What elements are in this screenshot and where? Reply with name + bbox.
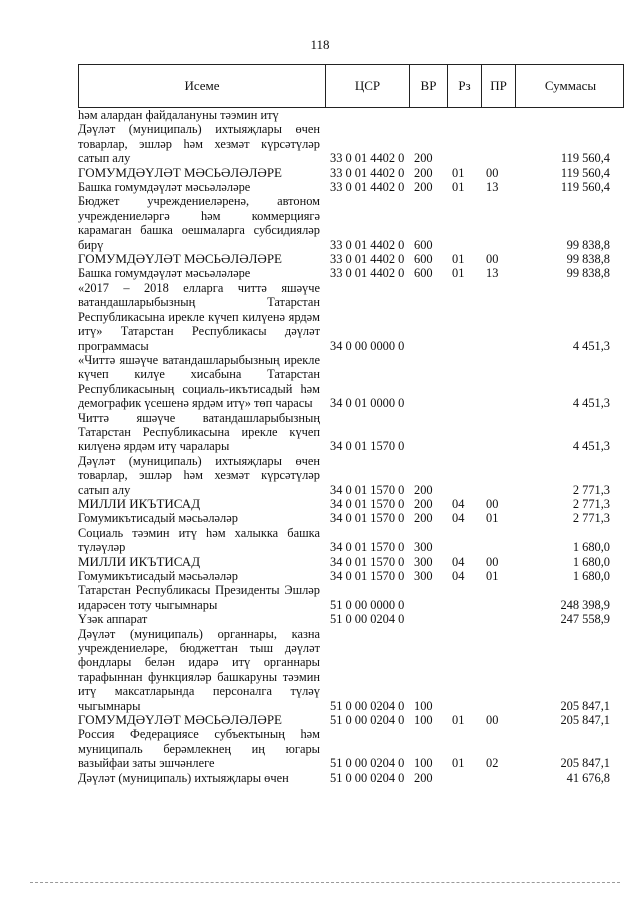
row-csr: 51 0 00 0204 0 — [330, 713, 405, 728]
row-sum: 41 676,8 — [566, 770, 610, 785]
row-name: «Читтә яшәүче ватандашларыбызның ирекле күчеп килүе хисабына Татарстан Республикасының социаль-икътисадый һәм демографик үсешенә ярдәм итү» төп чарасы — [78, 352, 320, 411]
row-name: ГОМУМДӘҮЛӘТ МӘСЬӘЛӘЛӘРЕ — [78, 712, 282, 728]
row-name: Читтә яшәүче ватандашларыбызның Татарстан Республикасына ирекле күчеп килүенә ярдәм итү чаралары — [78, 410, 320, 454]
row-rz: 01 — [452, 165, 465, 180]
row-vr: 100 — [414, 713, 433, 728]
row-name: Дәүләт (муниципаль) органнары, казна учреждениеләре, бюджеттан тыш дәүләт фондлары белән идарә итү органнары тарафыннан функцияләр башкаруны тәэмин итү максатларында персоналга түләү чыгымнары — [78, 626, 320, 713]
table-row — [78, 771, 624, 785]
table-row — [78, 511, 624, 525]
table-row — [78, 122, 624, 165]
page-number: 118 — [310, 37, 330, 52]
row-sum: 2 771,3 — [572, 482, 610, 497]
row-pr: 00 — [486, 496, 499, 511]
row-vr: 200 — [414, 496, 433, 511]
row-rz: 04 — [452, 554, 465, 569]
row-name: Дәүләт (муниципаль) ихтыяҗлары өчен — [78, 770, 289, 785]
budget-table — [78, 64, 624, 785]
row-csr: 34 0 01 1570 0 — [330, 554, 405, 569]
table-row — [78, 612, 624, 626]
row-csr: 33 0 01 4402 0 — [330, 266, 405, 281]
header-rz: Рз — [447, 65, 481, 107]
row-vr: 300 — [414, 554, 433, 569]
row-csr: 34 0 01 1570 0 — [330, 511, 405, 526]
row-sum: 205 847,1 — [560, 698, 610, 713]
row-csr: 33 0 01 4402 0 — [330, 180, 405, 195]
row-rz: 01 — [452, 756, 465, 771]
row-pr: 00 — [486, 165, 499, 180]
row-vr: 200 — [414, 770, 433, 785]
row-name: Гомумикътисадый мәсьәләләр — [78, 569, 238, 583]
row-vr: 200 — [414, 151, 433, 166]
row-sum: 205 847,1 — [560, 756, 610, 771]
row-vr: 600 — [414, 266, 433, 281]
footer-divider — [30, 882, 620, 883]
table-row — [78, 252, 624, 266]
table-row — [78, 180, 624, 194]
row-csr: 34 0 00 0000 0 — [330, 338, 405, 353]
row-sum: 1 680,0 — [572, 569, 610, 583]
row-sum: 99 838,8 — [566, 237, 610, 252]
table-row — [78, 194, 624, 252]
row-csr: 34 0 01 1570 0 — [330, 569, 405, 583]
row-vr: 300 — [414, 569, 433, 583]
row-pr: 13 — [486, 180, 499, 195]
table-row — [78, 583, 624, 612]
row-pr: 01 — [486, 569, 499, 583]
table-row — [78, 627, 624, 713]
row-name: Башка гомумдәүләт мәсьәләләре — [78, 266, 251, 281]
row-name: Гомумикътисадый мәсьәләләр — [78, 511, 238, 526]
table-row — [78, 497, 624, 511]
row-name: һәм алардан файдалануны тәэмин итү — [78, 108, 279, 122]
row-vr: 300 — [414, 540, 433, 555]
table-row — [78, 569, 624, 583]
table-row — [78, 713, 624, 727]
row-name: ГОМУМДӘҮЛӘТ МӘСЬӘЛӘЛӘРЕ — [78, 251, 282, 267]
row-csr: 51 0 00 0204 0 — [330, 756, 405, 771]
table-row — [78, 166, 624, 180]
row-csr: 34 0 01 0000 0 — [330, 396, 405, 411]
row-csr: 51 0 00 0204 0 — [330, 612, 405, 627]
row-name: «2017 – 2018 елларга читтә яшәүче ватандашларыбызның Татарстан Республикасына ирекле күчеп килүенә ярдәм итү» Татарстан Республикасы дәүләт программасы — [78, 280, 320, 353]
table-row — [78, 281, 624, 353]
row-rz: 01 — [452, 713, 465, 728]
row-csr: 33 0 01 4402 0 — [330, 165, 405, 180]
row-vr: 600 — [414, 252, 433, 267]
row-rz: 04 — [452, 496, 465, 511]
table-row — [78, 454, 624, 497]
row-sum: 4 451,3 — [572, 439, 610, 454]
row-vr: 100 — [414, 698, 433, 713]
table-row — [78, 266, 624, 280]
row-pr: 01 — [486, 511, 499, 526]
row-rz: 01 — [452, 180, 465, 195]
row-sum: 119 560,4 — [560, 180, 610, 195]
row-rz: 04 — [452, 569, 465, 583]
row-sum: 119 560,4 — [560, 151, 610, 166]
row-sum: 99 838,8 — [566, 266, 610, 281]
row-name: МИЛЛИ ИКЪТИСАД — [78, 495, 201, 511]
header-vr: ВР — [409, 65, 447, 107]
row-pr: 00 — [486, 713, 499, 728]
row-pr: 13 — [486, 266, 499, 281]
row-sum: 247 558,9 — [560, 612, 610, 627]
row-rz: 01 — [452, 252, 465, 267]
table-row — [78, 727, 624, 770]
row-name: ГОМУМДӘҮЛӘТ МӘСЬӘЛӘЛӘРЕ — [78, 164, 282, 180]
row-name: Башка гомумдәүләт мәсьәләләре — [78, 180, 251, 195]
row-sum: 2 771,3 — [572, 496, 610, 511]
row-name: Дәүләт (муниципаль) ихтыяҗлары өчен товарлар, эшләр һәм хезмәт күрсәтүләр сатып алу — [78, 122, 320, 166]
row-name: Россия Федерациясе субъектының һәм муниципаль берәмлекнең иң югары вазыйфаи заты эшчәнлеге — [78, 727, 320, 771]
row-vr: 200 — [414, 180, 433, 195]
row-vr: 200 — [414, 165, 433, 180]
table-header — [78, 64, 624, 108]
row-sum: 1 680,0 — [572, 540, 610, 555]
row-sum: 4 451,3 — [572, 396, 610, 411]
row-rz: 04 — [452, 511, 465, 526]
row-name: Социаль тәэмин итү һәм халыкка башка түләүләр — [78, 525, 320, 555]
row-name: Үзәк аппарат — [78, 612, 148, 627]
row-vr: 100 — [414, 756, 433, 771]
table-body — [78, 108, 624, 785]
row-sum: 248 398,9 — [560, 597, 610, 612]
row-csr: 51 0 00 0204 0 — [330, 770, 405, 785]
table-row — [78, 411, 624, 454]
row-name: Татарстан Республикасы Президенты Эшләр идарәсен тоту чыгымнары — [78, 583, 320, 612]
row-pr: 00 — [486, 554, 499, 569]
row-sum: 4 451,3 — [572, 338, 610, 353]
header-name: Исеме — [184, 78, 220, 93]
header-csr: ЦСР — [325, 65, 409, 107]
row-rz: 01 — [452, 266, 465, 281]
row-sum: 1 680,0 — [572, 554, 610, 569]
row-sum: 2 771,3 — [572, 511, 610, 526]
row-pr: 00 — [486, 252, 499, 267]
row-csr: 51 0 00 0204 0 — [330, 698, 405, 713]
row-csr: 34 0 01 1570 0 — [330, 496, 405, 511]
row-csr: 51 0 00 0000 0 — [330, 597, 405, 612]
row-vr: 200 — [414, 482, 433, 497]
row-csr: 34 0 01 1570 0 — [330, 439, 405, 454]
row-sum: 99 838,8 — [566, 252, 610, 267]
row-sum: 119 560,4 — [560, 165, 610, 180]
table-row — [78, 108, 624, 122]
row-csr: 34 0 01 1570 0 — [330, 540, 405, 555]
table-row — [78, 353, 624, 411]
row-pr: 02 — [486, 756, 499, 771]
row-vr: 600 — [414, 237, 433, 252]
row-sum: 205 847,1 — [560, 713, 610, 728]
row-csr: 33 0 01 4402 0 — [330, 237, 405, 252]
table-row — [78, 526, 624, 555]
row-csr: 34 0 01 1570 0 — [330, 482, 405, 497]
row-csr: 33 0 01 4402 0 — [330, 151, 405, 166]
row-name: Бюджет учреждениеләренә, автоном учреждениеләргә һәм коммерциягә карамаган башка оешмаларга субсидияләр бирү — [78, 194, 320, 252]
row-vr: 200 — [414, 511, 433, 526]
row-name: Дәүләт (муниципаль) ихтыяҗлары өчен товарлар, эшләр һәм хезмәт күрсәтүләр сатып алу — [78, 453, 320, 497]
header-sum: Суммасы — [515, 65, 625, 107]
row-name: МИЛЛИ ИКЪТИСАД — [78, 553, 201, 569]
table-row — [78, 555, 624, 569]
row-csr: 33 0 01 4402 0 — [330, 252, 405, 267]
header-pr: ПР — [481, 65, 515, 107]
